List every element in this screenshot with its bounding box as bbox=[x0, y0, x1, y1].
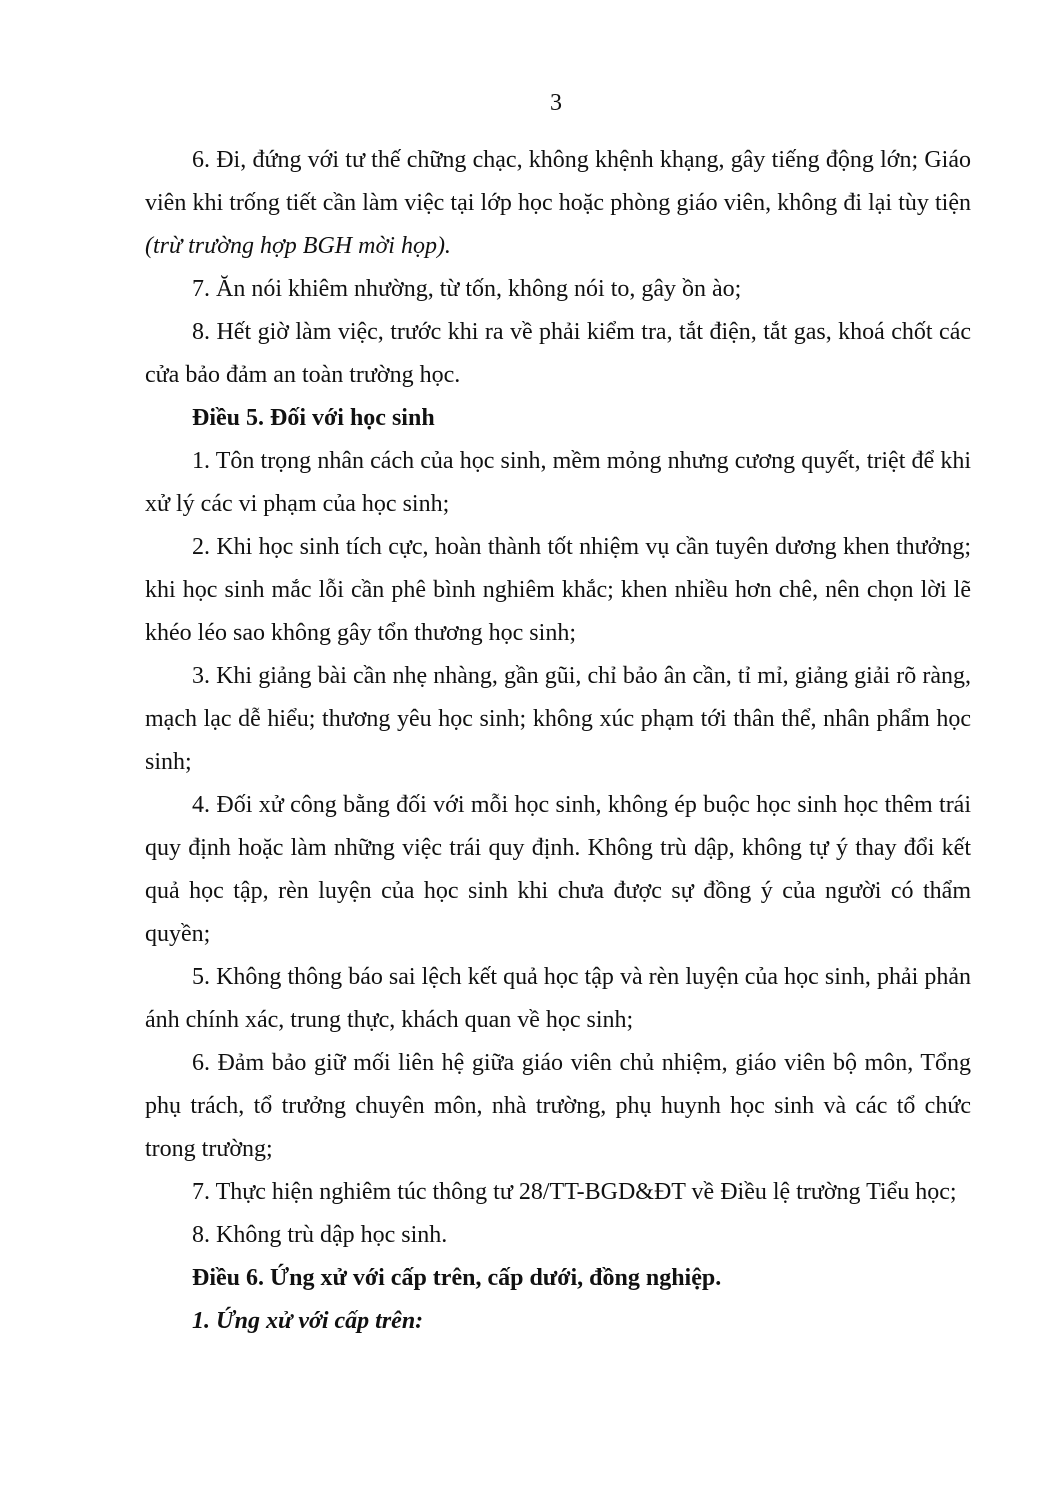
article-5-item-5: 5. Không thông báo sai lệch kết quả học tập và rèn luyện của học sinh, phải phản ánh chính xác, trung thực, khách quan về học sinh; bbox=[145, 964, 971, 1033]
paragraph-item-7: 7. Ăn nói khiêm nhường, từ tốn, không nói to, gây ồn ào; bbox=[192, 276, 742, 302]
article-5-item-8: 8. Không trù dập học sinh. bbox=[192, 1222, 448, 1248]
article-5-item-1: 1. Tôn trọng nhân cách của học sinh, mềm mỏng nhưng cương quyết, triệt để khi xử lý các vi phạm của học sinh; bbox=[145, 448, 971, 517]
paragraph-item-8: 8. Hết giờ làm việc, trước khi ra về phải kiểm tra, tắt điện, tắt gas, khoá chốt các cửa bảo đảm an toàn trường học. bbox=[145, 319, 971, 388]
paragraph-text: 6. Đi, đứng với tư thế chững chạc, không khệnh khạng, gây tiếng động lớn; Giáo viên khi trống tiết cần làm việc tại lớp học hoặc phòng giáo viên, không đi lại tùy tiện bbox=[145, 147, 971, 216]
article-5-item-2: 2. Khi học sinh tích cực, hoàn thành tốt nhiệm vụ cần tuyên dương khen thưởng; khi học sinh mắc lỗi cần phê bình nghiêm khắc; khen nhiều hơn chê, nên chọn lời lẽ khéo léo sao không gây tổn thương học sinh; bbox=[145, 534, 971, 646]
paragraph-italic-note: (trừ trường hợp BGH mời họp). bbox=[145, 233, 451, 259]
page-number: 3 bbox=[550, 90, 562, 116]
article-6-heading: Điều 6. Ứng xử với cấp trên, cấp dưới, đồng nghiệp. bbox=[192, 1265, 722, 1291]
article-5-item-4: 4. Đối xử công bằng đối với mỗi học sinh, không ép buộc học sinh học thêm trái quy định hoặc làm những việc trái quy định. Không trù dập, không tự ý thay đổi kết quả học tập, rèn luyện của học sinh khi chưa được sự đồng ý của người có thẩm quyền; bbox=[145, 792, 971, 947]
article-5-item-7: 7. Thực hiện nghiêm túc thông tư 28/TT-BGD&ĐT về Điều lệ trường Tiểu học; bbox=[192, 1179, 957, 1205]
article-5-item-3: 3. Khi giảng bài cần nhẹ nhàng, gần gũi, chỉ bảo ân cần, tỉ mỉ, giảng giải rõ ràng, mạch lạc dễ hiểu; thương yêu học sinh; không xúc phạm tới thân thể, nhân phẩm học sinh; bbox=[145, 663, 971, 775]
article-5-heading: Điều 5. Đối với học sinh bbox=[192, 405, 435, 431]
paragraph-item-6 bbox=[145, 139, 971, 268]
article-6-subheading: 1. Ứng xử với cấp trên: bbox=[192, 1308, 424, 1334]
document-body bbox=[145, 139, 971, 1343]
article-5-item-6: 6. Đảm bảo giữ mối liên hệ giữa giáo viên chủ nhiệm, giáo viên bộ môn, Tổng phụ trách, tổ trưởng chuyên môn, nhà trường, phụ huynh học sinh và các tổ chức trong trường; bbox=[145, 1050, 971, 1162]
